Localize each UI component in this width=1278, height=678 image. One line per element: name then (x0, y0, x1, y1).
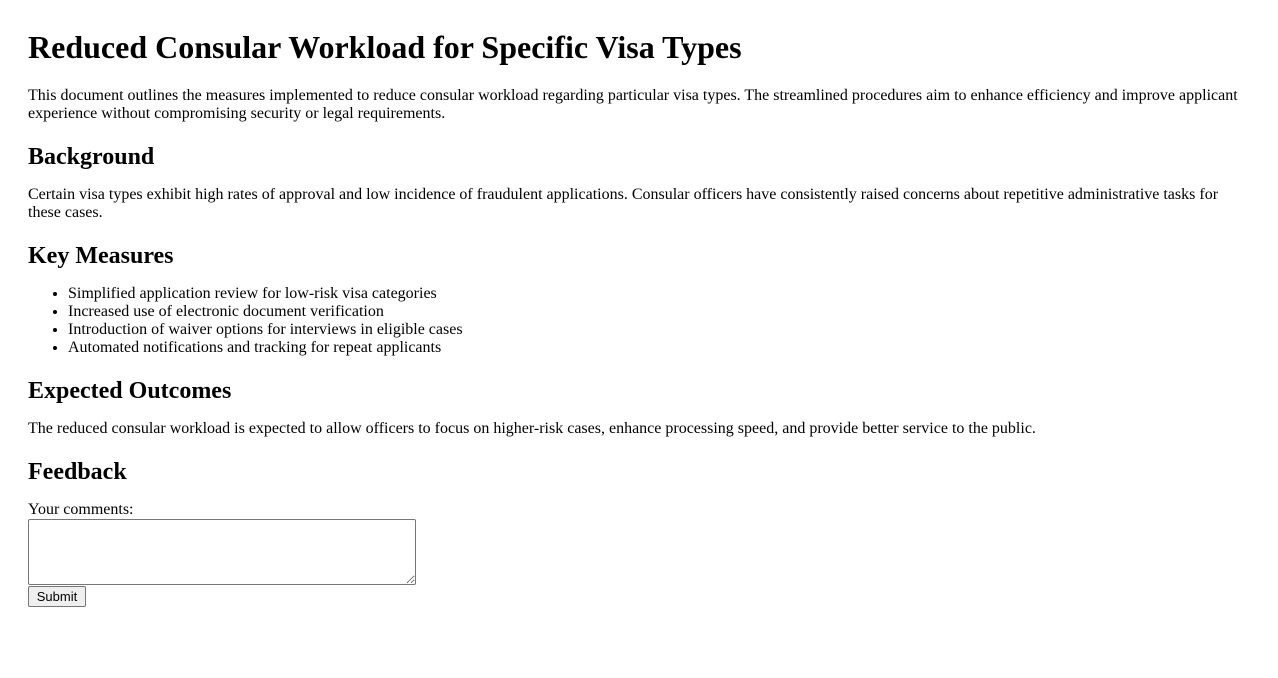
document-page (0, 28, 1278, 607)
list-item: • Introduction of waiver options for interviews in eligible cases (68, 321, 1250, 339)
list-item: • Simplified application review for low-risk visa categories (68, 285, 1250, 303)
feedback-form (28, 501, 1250, 607)
key-measures-heading: Key Measures (28, 243, 174, 269)
comments-textarea[interactable] (28, 519, 416, 585)
expected-outcomes-paragraph: The reduced consular workload is expected to allow officers to focus on higher-risk cases, enhance processing speed, and provide better service to the public. (28, 420, 1036, 437)
feedback-heading: Feedback (28, 459, 127, 485)
comments-label: Your comments: (28, 501, 134, 518)
expected-outcomes-heading: Expected Outcomes (28, 378, 232, 404)
page-title: Reduced Consular Workload for Specific Visa Types (28, 29, 742, 65)
background-paragraph: Certain visa types exhibit high rates of approval and low incidence of fraudulent applications. Consular officers have consistently raised concerns about repetitive administrative tasks for these cases. (28, 186, 1219, 221)
intro-paragraph: This document outlines the measures implemented to reduce consular workload regarding particular visa types. The streamlined procedures aim to enhance efficiency and improve applicant experience without compromising security or legal requirements. (28, 87, 1238, 122)
list-item: • Increased use of electronic document verification (68, 303, 1250, 321)
submit-button[interactable]: Submit (28, 586, 86, 607)
background-heading: Background (28, 144, 155, 170)
list-item: • Automated notifications and tracking for repeat applicants (68, 339, 1250, 357)
key-measures-list (28, 285, 1250, 357)
